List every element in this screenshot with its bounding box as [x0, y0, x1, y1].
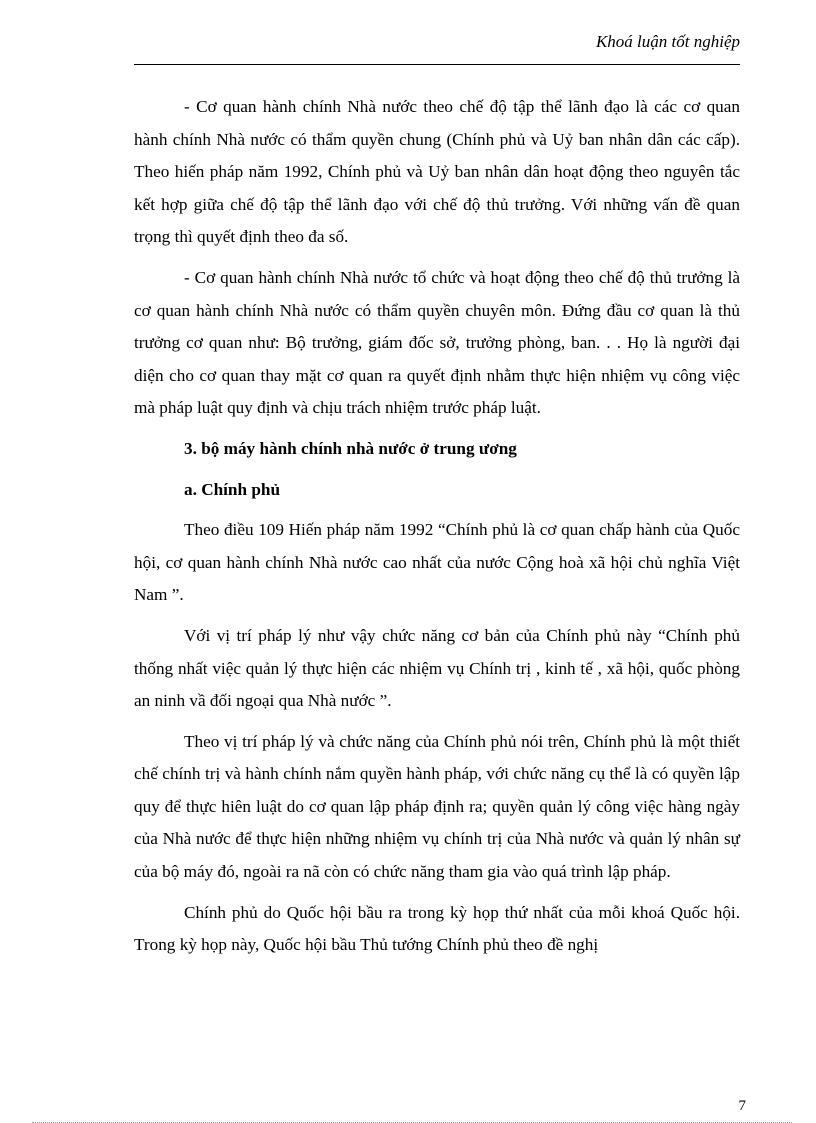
running-header: Khoá luận tốt nghiệp [595, 32, 740, 51]
paragraph-article-109: Theo điều 109 Hiến pháp năm 1992 “Chính phủ là cơ quan chấp hành của Quốc hội, cơ quan hành chính Nhà nước cao nhất của nước Cộng hoà xã hội chủ nghĩa Việt Nam ”. [134, 520, 740, 605]
paragraph-head-regime: - Cơ quan hành chính Nhà nước tổ chức và hoạt động theo chế độ thủ trưởng là cơ quan hành chính Nhà nước có thẩm quyền chuyên môn. Đứng đầu cơ quan là thủ trưởng cơ quan như: Bộ trưởng, giám đốc sở, trưởng phòng, ban. . . Họ là người đại diện cho cơ quan thay mặt cơ quan ra quyết định nhằm thực hiện nhiệm vụ công việc mà pháp luật quy định và chịu trách nhiệm trước pháp luật. [134, 267, 740, 418]
paragraph-basic-function: Với vị trí pháp lý như vậy chức năng cơ bản của Chính phủ này “Chính phủ thống nhất việc quản lý thực hiện các nhiệm vụ Chính trị , kinh tế , xã hội, quốc phòng an ninh vầ đối ngoại qua Nhà nước ”. [134, 625, 740, 711]
section-heading: 3. bộ máy hành chính nhà nước ở trung ương [184, 438, 517, 458]
paragraph-legal-position: Theo vị trí pháp lý và chức năng của Chính phủ nói trên, Chính phủ là một thiết chế chính trị và hành chính nắm quyền hành pháp, với chức năng cụ thể là có quyền lập quy để thực hiên luật do cơ quan lập pháp định ra; quyền quản lý công việc hàng ngày của Nhà nước để thực hiện những nhiệm vụ chính trị của Nhà nước và quản lý nhân sự của bộ máy đó, ngoài ra nã còn có chức năng tham gia vào quá trình lập pháp. [134, 731, 740, 882]
page-number: 7 [738, 1098, 746, 1114]
paragraph-collective-leadership: - Cơ quan hành chính Nhà nước theo chế độ tập thể lãnh đạo là các cơ quan hành chính Nhà nước có thẩm quyền chung (Chính phủ và Uỷ ban nhân dân các cấp). Theo hiến pháp năm 1992, Chính phủ và Uỷ ban nhân dân hoạt động theo nguyên tắc kết hợp giữa chế độ tập thể lãnh đạo với chế độ thủ trưởng. Với những vấn đề quan trọng thì quyết định theo đa số. [134, 97, 740, 247]
header-rule [134, 64, 740, 65]
document-body [134, 91, 740, 970]
paragraph-election: Chính phủ do Quốc hội bầu ra trong kỳ họp thứ nhất của mỗi khoá Quốc hội. Trong kỳ họp này, Quốc hội bầu Thủ tướng Chính phủ theo đề nghị [134, 902, 740, 955]
subsection-heading: a. Chính phủ [184, 479, 281, 499]
